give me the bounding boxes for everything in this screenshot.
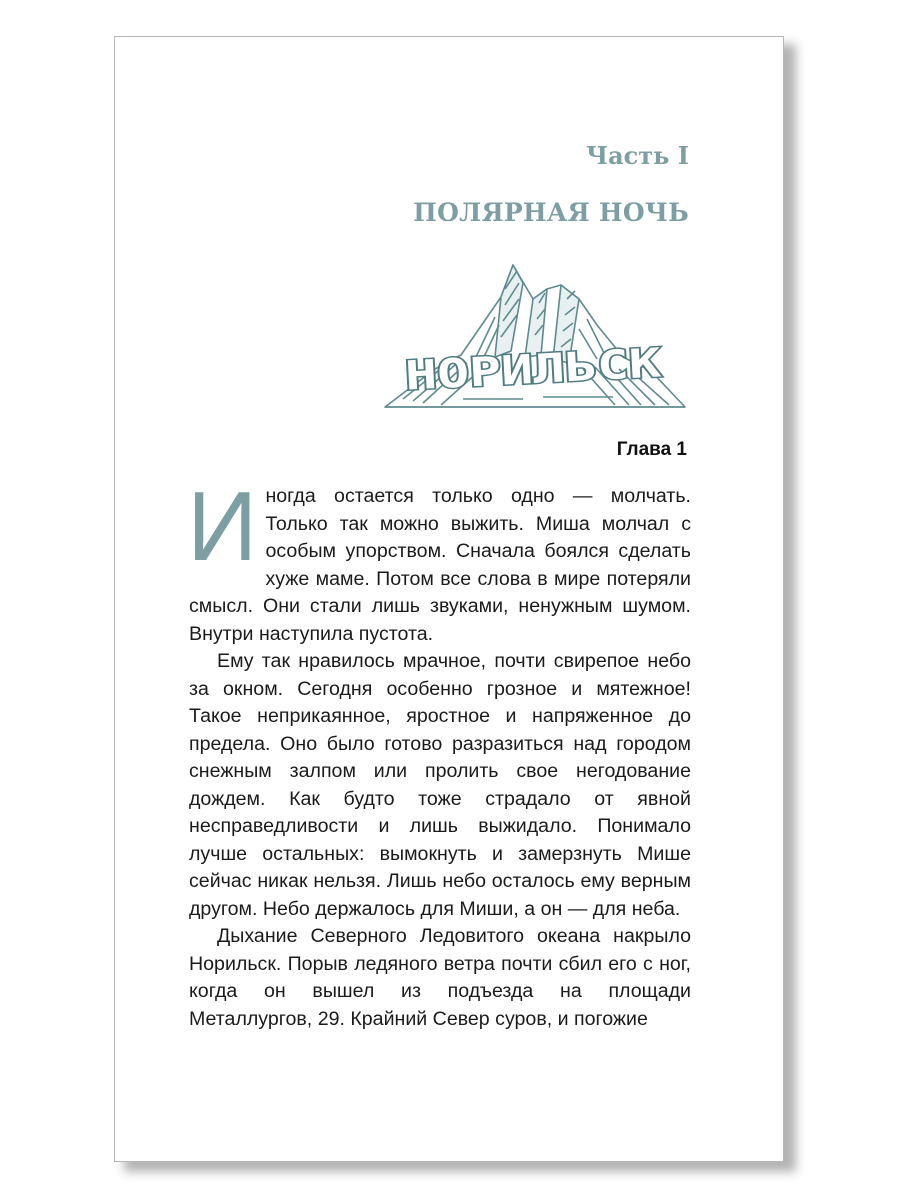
- norilsk-mountain-emblem-icon: [383, 259, 687, 411]
- paragraph-2: Ему так нравилось мрачное, почти свирепое небо за окном. Сегодня особенно грозное и мятежное! Такое неприкаянное, яростное и напряженное до предела. Оно было готово разразиться над городом снежным залпом или пролить свое негодование дождем. Как будто тоже страдало от явной несправедливости и лишь выжидало. Понимало лучше остальных: вымокнуть и замерзнуть Мише сейчас никак нельзя. Лишь небо осталось ему верным другом. Небо держалось для Миши, а он — для неба.: [189, 650, 691, 920]
- drop-cap: И: [187, 471, 258, 581]
- chapter-label: Глава 1: [616, 439, 687, 460]
- paragraph-1: [187, 471, 691, 648]
- paragraph-3: Дыхание Северного Ледовитого океана накрыло Норильск. Порыв ледяного ветра почти сбил его с ног, когда он вышел из подъезда на площади Металлургов, 29. Крайний Север суров, и погожие: [189, 925, 691, 1030]
- body-text: [187, 471, 691, 1033]
- paragraph-1-text: ногда остается только одно — молчать. Только так можно выжить. Миша молчал с особым упорством. Сначала боялся сделать хуже маме. Потом все слова в мире потеряли смысл. Они стали лишь звуками, ненужным шумом. Внутри наступила пустота.: [189, 485, 691, 645]
- book-page: [114, 36, 784, 1162]
- part-label: Часть I: [586, 141, 689, 170]
- book-title: ПОЛЯРНАЯ НОЧЬ: [413, 198, 689, 227]
- emblem-text: НОРИЛЬСК: [404, 343, 599, 400]
